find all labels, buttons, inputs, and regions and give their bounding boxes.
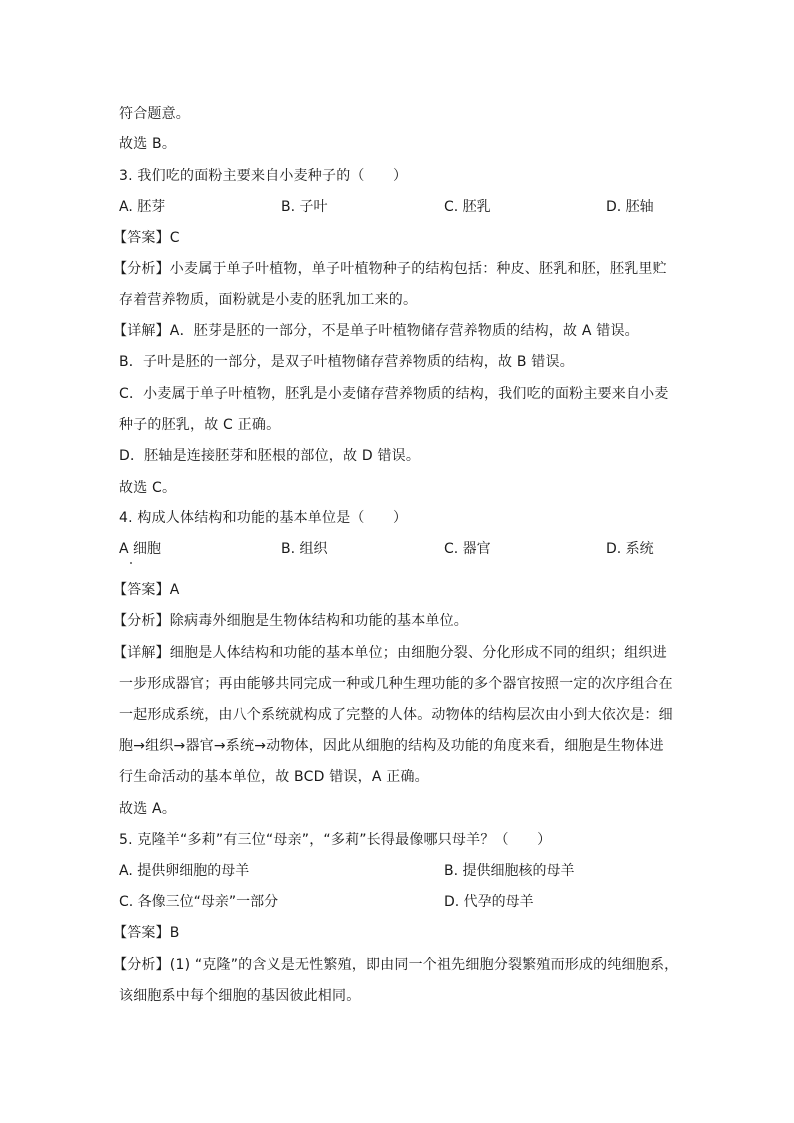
q3-choose: 故选 C。 bbox=[119, 480, 177, 496]
q5-option-b: B. 提供细胞核的母羊 bbox=[444, 863, 575, 879]
q4-detail: 一步形成器官；再由能够共同完成一种或几种生理功能的多个器官按照一定的次序组合在 bbox=[119, 676, 673, 692]
q4-detail: 行生命活动的基本单位，故 BCD 错误，A 正确。 bbox=[119, 769, 429, 785]
q3-detail: D．胚轴是连接胚芽和胚根的部位，故 D 错误。 bbox=[119, 448, 421, 464]
q3-detail: C．小麦属于单子叶植物，胚乳是小麦储存营养物质的结构，我们吃的面粉主要来自小麦 bbox=[119, 386, 669, 402]
q4-answer: 【答案】A bbox=[113, 582, 180, 598]
q4-analysis: 【分析】除病毒外细胞是生物体结构和功能的基本单位。 bbox=[113, 613, 468, 629]
text-line: 符合题意。 bbox=[119, 106, 190, 122]
stray-dot-mark bbox=[130, 562, 132, 564]
q3-detail: B．子叶是胚的一部分，是双子叶植物储存营养物质的结构，故 B 错误。 bbox=[119, 354, 574, 370]
q3-option-a: A. 胚芽 bbox=[119, 199, 166, 215]
q3-analysis: 【分析】小麦属于单子叶植物，单子叶植物种子的结构包括：种皮、胚乳和胚，胚乳里贮 bbox=[113, 261, 667, 277]
q3-analysis: 存着营养物质，面粉就是小麦的胚乳加工来的。 bbox=[119, 292, 418, 308]
q4-option-b: B. 组织 bbox=[281, 541, 328, 557]
q4-detail: 一起形成系统，由八个系统就构成了完整的人体。动物体的结构层次由小到大依次是：细 bbox=[119, 707, 673, 723]
q3-option-c: C. 胚乳 bbox=[444, 199, 491, 215]
question-3: 3. 我们吃的面粉主要来自小麦种子的（ ） bbox=[119, 168, 408, 184]
q4-option-d: D. 系统 bbox=[606, 541, 654, 557]
q3-option-d: D. 胚轴 bbox=[606, 199, 654, 215]
q4-option-a: A 细胞 bbox=[119, 541, 162, 557]
q5-option-d: D. 代孕的母羊 bbox=[444, 894, 534, 910]
q5-option-a: A. 提供卵细胞的母羊 bbox=[119, 863, 250, 879]
q4-detail: 【详解】细胞是人体结构和功能的基本单位；由细胞分裂、分化形成不同的组织；组织进 bbox=[113, 645, 667, 661]
question-4: 4. 构成人体结构和功能的基本单位是（ ） bbox=[119, 510, 408, 526]
q4-detail: 胞→组织→器官→系统→动物体，因此从细胞的结构及功能的角度来看，细胞是生物体进 bbox=[119, 738, 664, 754]
q3-detail: 种子的胚乳，故 C 正确。 bbox=[119, 417, 281, 433]
text-line: 故选 B。 bbox=[119, 136, 177, 152]
q4-option-c: C. 器官 bbox=[444, 541, 491, 557]
q5-option-c: C. 各像三位“母亲”一部分 bbox=[119, 894, 279, 910]
q5-analysis: 【分析】(1) “克隆”的含义是无性繁殖，即由同一个祖先细胞分裂繁殖而形成的纯细胞系， bbox=[113, 957, 679, 973]
question-5: 5. 克隆羊“多莉”有三位“母亲”，“多莉”长得最像哪只母羊？（ ） bbox=[119, 832, 552, 848]
q4-choose: 故选 A。 bbox=[119, 801, 177, 817]
q3-answer: 【答案】C bbox=[113, 230, 180, 246]
q5-analysis: 该细胞系中每个细胞的基因彼此相同。 bbox=[119, 988, 361, 1004]
q5-answer: 【答案】B bbox=[113, 925, 180, 941]
q3-option-b: B. 子叶 bbox=[281, 199, 328, 215]
q3-detail: 【详解】A．胚芽是胚的一部分，不是单子叶植物储存营养物质的结构，故 A 错误。 bbox=[113, 323, 639, 339]
